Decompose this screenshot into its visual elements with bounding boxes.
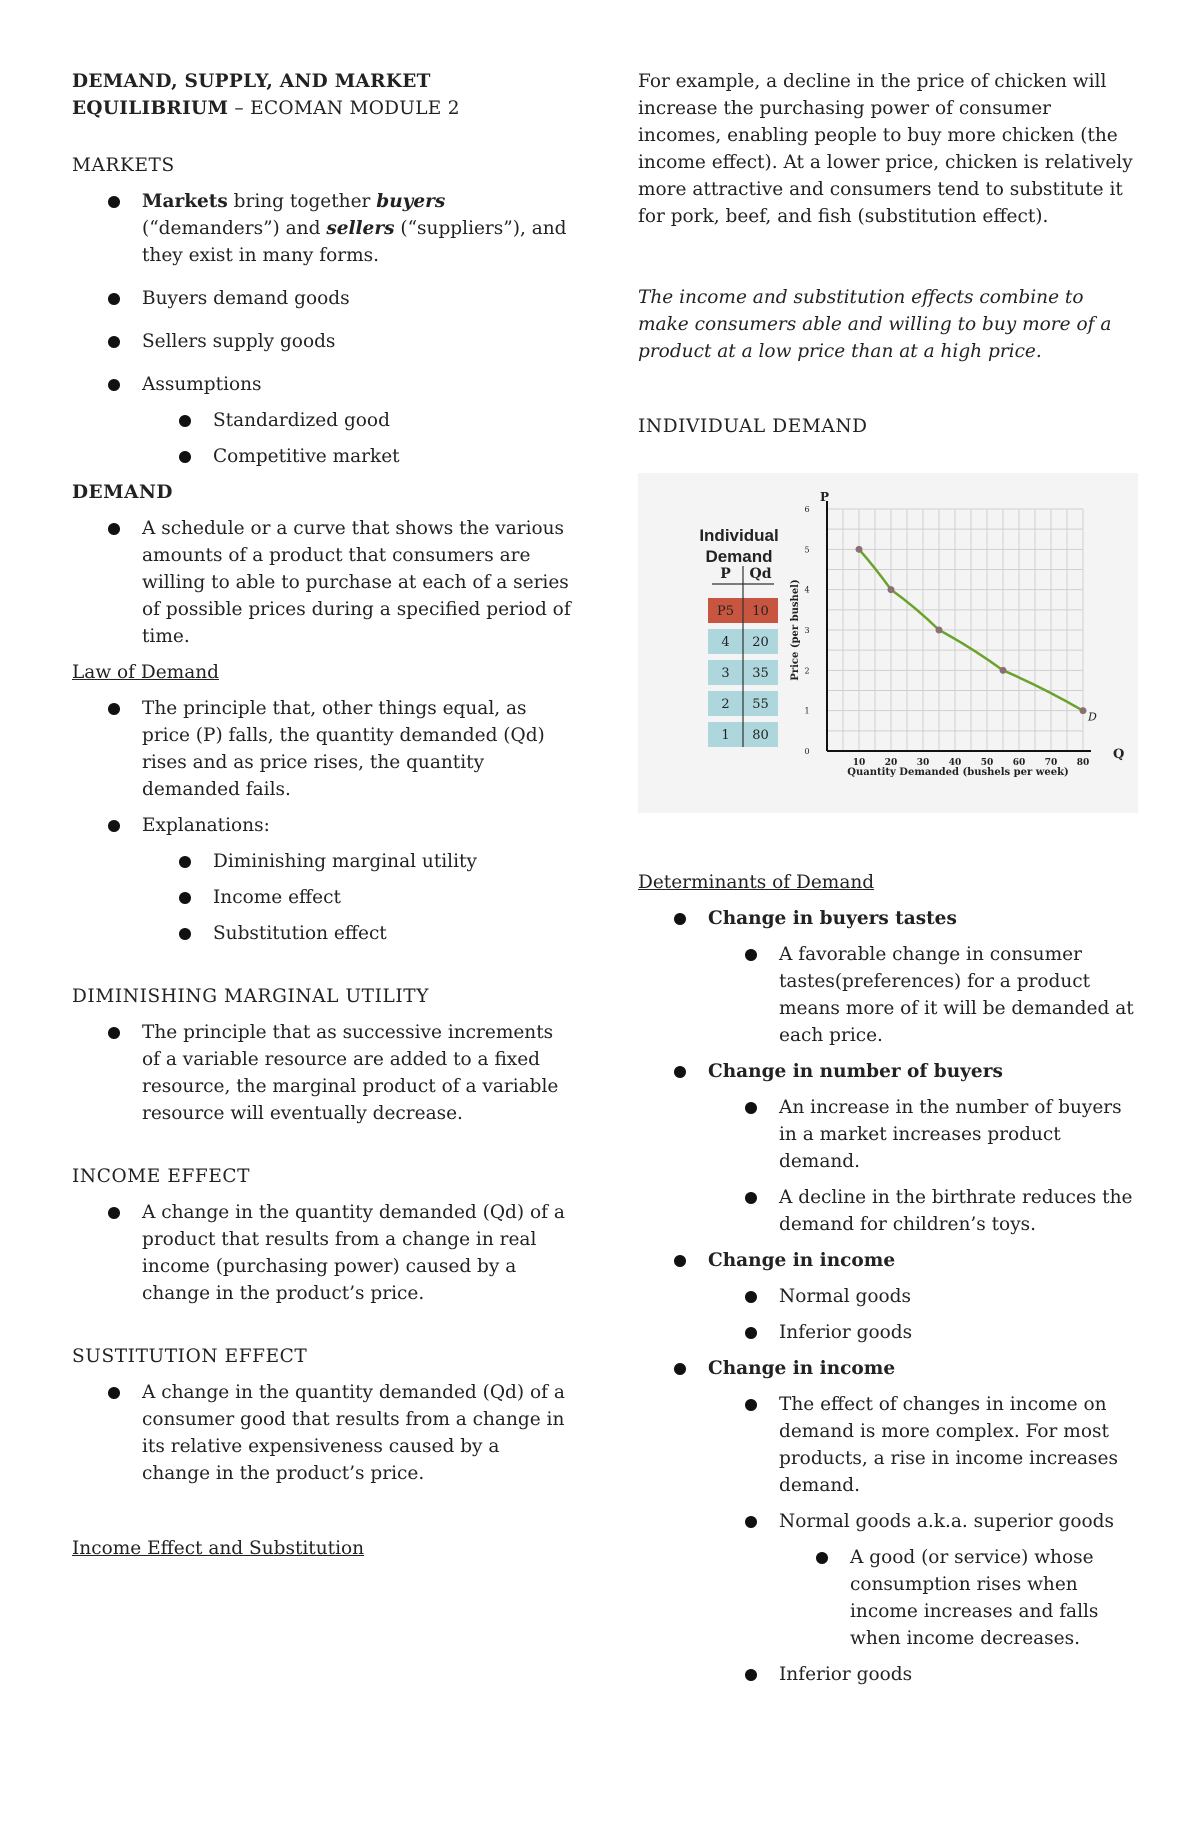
y-tick-label: 5 bbox=[804, 545, 810, 555]
x-tick-label: 40 bbox=[948, 758, 962, 768]
list-item: Income effect bbox=[72, 884, 572, 911]
chart-title-line-2: Demand bbox=[705, 547, 773, 566]
list-item bbox=[72, 188, 572, 269]
list-item: The effect of changes in income on demand is more complex. For most products, a rise in income increases demand. bbox=[638, 1391, 1138, 1499]
list-item: A change in the quantity demanded (Qd) of a consumer good that results from a change in its relative expensiveness caused by a change in the product’s price. bbox=[72, 1379, 572, 1487]
text-run: bring together bbox=[227, 191, 377, 212]
income-list bbox=[72, 1199, 572, 1307]
x-tick-label: 10 bbox=[852, 758, 866, 768]
list-item: The principle that as successive increments of a variable resource are added to a fixed resource, the marginal product of a variable resource will eventually decrease. bbox=[72, 1019, 572, 1127]
markets-heading: MARKETS bbox=[72, 155, 175, 176]
demand-heading: DEMAND bbox=[72, 482, 173, 503]
substitution-effect-heading: SUSTITUTION EFFECT bbox=[72, 1346, 308, 1367]
x-tick-label: 50 bbox=[980, 758, 994, 768]
det-sublist bbox=[638, 1391, 1138, 1535]
demand-schedule-table bbox=[708, 566, 778, 747]
table-cell-quantity: 35 bbox=[752, 666, 769, 681]
right-column bbox=[638, 68, 1138, 440]
det-sublist bbox=[638, 941, 1138, 1049]
table-cell-price: P5 bbox=[716, 604, 735, 619]
left-column bbox=[72, 68, 572, 1562]
list-item: Normal goods bbox=[638, 1283, 1138, 1310]
det-list bbox=[638, 1355, 1138, 1382]
list-item: An increase in the number of buyers in a market increases product demand. bbox=[638, 1094, 1138, 1175]
demand-point bbox=[1000, 667, 1007, 674]
list-item: A decline in the birthrate reduces the demand for children’s toys. bbox=[638, 1184, 1138, 1238]
list-item: Standardized good bbox=[72, 407, 572, 434]
assumptions-list bbox=[72, 407, 572, 470]
list-item: Inferior goods bbox=[638, 1319, 1138, 1346]
table-cell-quantity: 10 bbox=[752, 604, 769, 619]
list-item: Buyers demand goods bbox=[72, 285, 572, 312]
x-tick-label: 80 bbox=[1076, 758, 1090, 768]
law-of-demand-heading: Law of Demand bbox=[72, 662, 220, 683]
markets-list bbox=[72, 188, 572, 398]
example-paragraph: For example, a decline in the price of chicken will increase the purchasing power of consumer incomes, enabling people to buy more chicken (the income effect). At a lower price, chicken is relatively more attractive and consumers tend to substitute it for pork, beef, and fish (substitution effect). bbox=[638, 71, 1133, 227]
list-item: Competitive market bbox=[72, 443, 572, 470]
table-header-p: P bbox=[720, 566, 731, 582]
list-item: Explanations: bbox=[72, 812, 572, 839]
y-tick-label: 2 bbox=[804, 666, 810, 676]
income-substitution-heading: Income Effect and Substitution bbox=[72, 1538, 365, 1559]
dmu-list bbox=[72, 1019, 572, 1127]
det-subsublist bbox=[638, 1544, 1138, 1652]
y-tick-label: 3 bbox=[804, 626, 810, 635]
det-list bbox=[638, 1058, 1138, 1085]
x-tick-label: 60 bbox=[1012, 758, 1026, 768]
sellers-term: sellers bbox=[326, 218, 395, 239]
subst-list bbox=[72, 1379, 572, 1487]
y-tick-label: 0 bbox=[804, 747, 810, 756]
list-item: A change in the quantity demanded (Qd) of a product that results from a change in real income (purchasing power) caused by a change in the product’s price. bbox=[72, 1199, 572, 1307]
income-effect-heading: INCOME EFFECT bbox=[72, 1166, 251, 1187]
x-axis-label: Quantity Demanded (bushels per week) bbox=[847, 767, 1069, 778]
list-item: A good (or service) whose consumption rises when income increases and falls when income decreases. bbox=[638, 1544, 1138, 1652]
table-header-qd: Qd bbox=[749, 566, 772, 582]
demand-chart-svg bbox=[638, 473, 1138, 813]
demand-point bbox=[1080, 707, 1087, 714]
demand-point bbox=[856, 546, 863, 553]
list-item: The principle that, other things equal, as price (P) falls, the quantity demanded (Qd) rises and as price rises, the quantity demanded fails. bbox=[72, 695, 572, 803]
list-item: Change in income bbox=[638, 1247, 1138, 1274]
title-line-1: DEMAND, SUPPLY, AND MARKET bbox=[72, 71, 431, 92]
x-tick-label: 70 bbox=[1044, 758, 1058, 768]
x-axis-letter: Q bbox=[1113, 747, 1125, 762]
curve-label: D bbox=[1088, 710, 1097, 724]
buyers-term: buyers bbox=[376, 191, 446, 212]
list-item: Diminishing marginal utility bbox=[72, 848, 572, 875]
list-item: Inferior goods bbox=[638, 1661, 1138, 1688]
list-item: Change in buyers tastes bbox=[638, 905, 1138, 932]
title-module: – ECOMAN MODULE 2 bbox=[228, 98, 460, 119]
markets-term: Markets bbox=[142, 191, 228, 212]
list-item: Change in income bbox=[638, 1355, 1138, 1382]
determinants-heading: Determinants of Demand bbox=[638, 872, 875, 893]
text-run: (“suppliers”), and they exist in many forms. bbox=[142, 218, 567, 266]
demand-plot bbox=[790, 490, 1124, 778]
y-tick-label: 1 bbox=[804, 706, 810, 716]
document-title bbox=[72, 68, 572, 122]
det-list bbox=[638, 1247, 1138, 1274]
demand-point bbox=[888, 586, 895, 593]
text-run: (“demanders”) and bbox=[142, 218, 327, 239]
table-cell-price: 1 bbox=[721, 728, 730, 743]
list-item: Change in number of buyers bbox=[638, 1058, 1138, 1085]
title-line-2: EQUILIBRIUM bbox=[72, 98, 229, 119]
individual-demand-heading: INDIVIDUAL DEMAND bbox=[638, 416, 868, 437]
det-sublist bbox=[638, 1094, 1138, 1238]
table-cell-quantity: 55 bbox=[752, 697, 769, 712]
list-item: Substitution effect bbox=[72, 920, 572, 947]
list-item: A schedule or a curve that shows the various amounts of a product that consumers are willing to able to purchase at each of a series of possible prices during a specified period of time. bbox=[72, 515, 572, 650]
explanations-list bbox=[72, 848, 572, 947]
list-item: Normal goods a.k.a. superior goods bbox=[638, 1508, 1138, 1535]
dmu-heading: DIMINISHING MARGINAL UTILITY bbox=[72, 986, 430, 1007]
chart-title-line-1: Individual bbox=[699, 526, 779, 545]
x-tick-label: 20 bbox=[884, 758, 898, 768]
y-tick-label: 6 bbox=[804, 505, 810, 514]
list-item: Assumptions bbox=[72, 371, 572, 398]
individual-demand-chart bbox=[638, 473, 1138, 813]
combined-effects-paragraph: The income and substitution effects combine to make consumers able and willing to buy more of a product at a low price than at a high price. bbox=[638, 287, 1112, 362]
table-cell-price: 4 bbox=[721, 635, 730, 650]
table-cell-quantity: 20 bbox=[752, 635, 769, 650]
y-axis-label: Price (per bushel) bbox=[790, 579, 801, 681]
det-sublist bbox=[638, 1661, 1138, 1688]
table-cell-price: 2 bbox=[721, 697, 730, 712]
list-item: Sellers supply goods bbox=[72, 328, 572, 355]
det-list bbox=[638, 905, 1138, 932]
demand-point bbox=[936, 627, 943, 634]
table-cell-price: 3 bbox=[721, 666, 730, 681]
determinants-section bbox=[638, 869, 1138, 1704]
list-item: A favorable change in consumer tastes(preferences) for a product means more of it will be demanded at each price. bbox=[638, 941, 1138, 1049]
table-cell-quantity: 80 bbox=[752, 728, 769, 743]
x-tick-label: 30 bbox=[916, 758, 930, 768]
det-sublist bbox=[638, 1283, 1138, 1346]
y-axis-letter: P bbox=[820, 490, 830, 504]
y-tick-label: 4 bbox=[804, 585, 810, 595]
law-list bbox=[72, 695, 572, 839]
demand-list bbox=[72, 515, 572, 650]
